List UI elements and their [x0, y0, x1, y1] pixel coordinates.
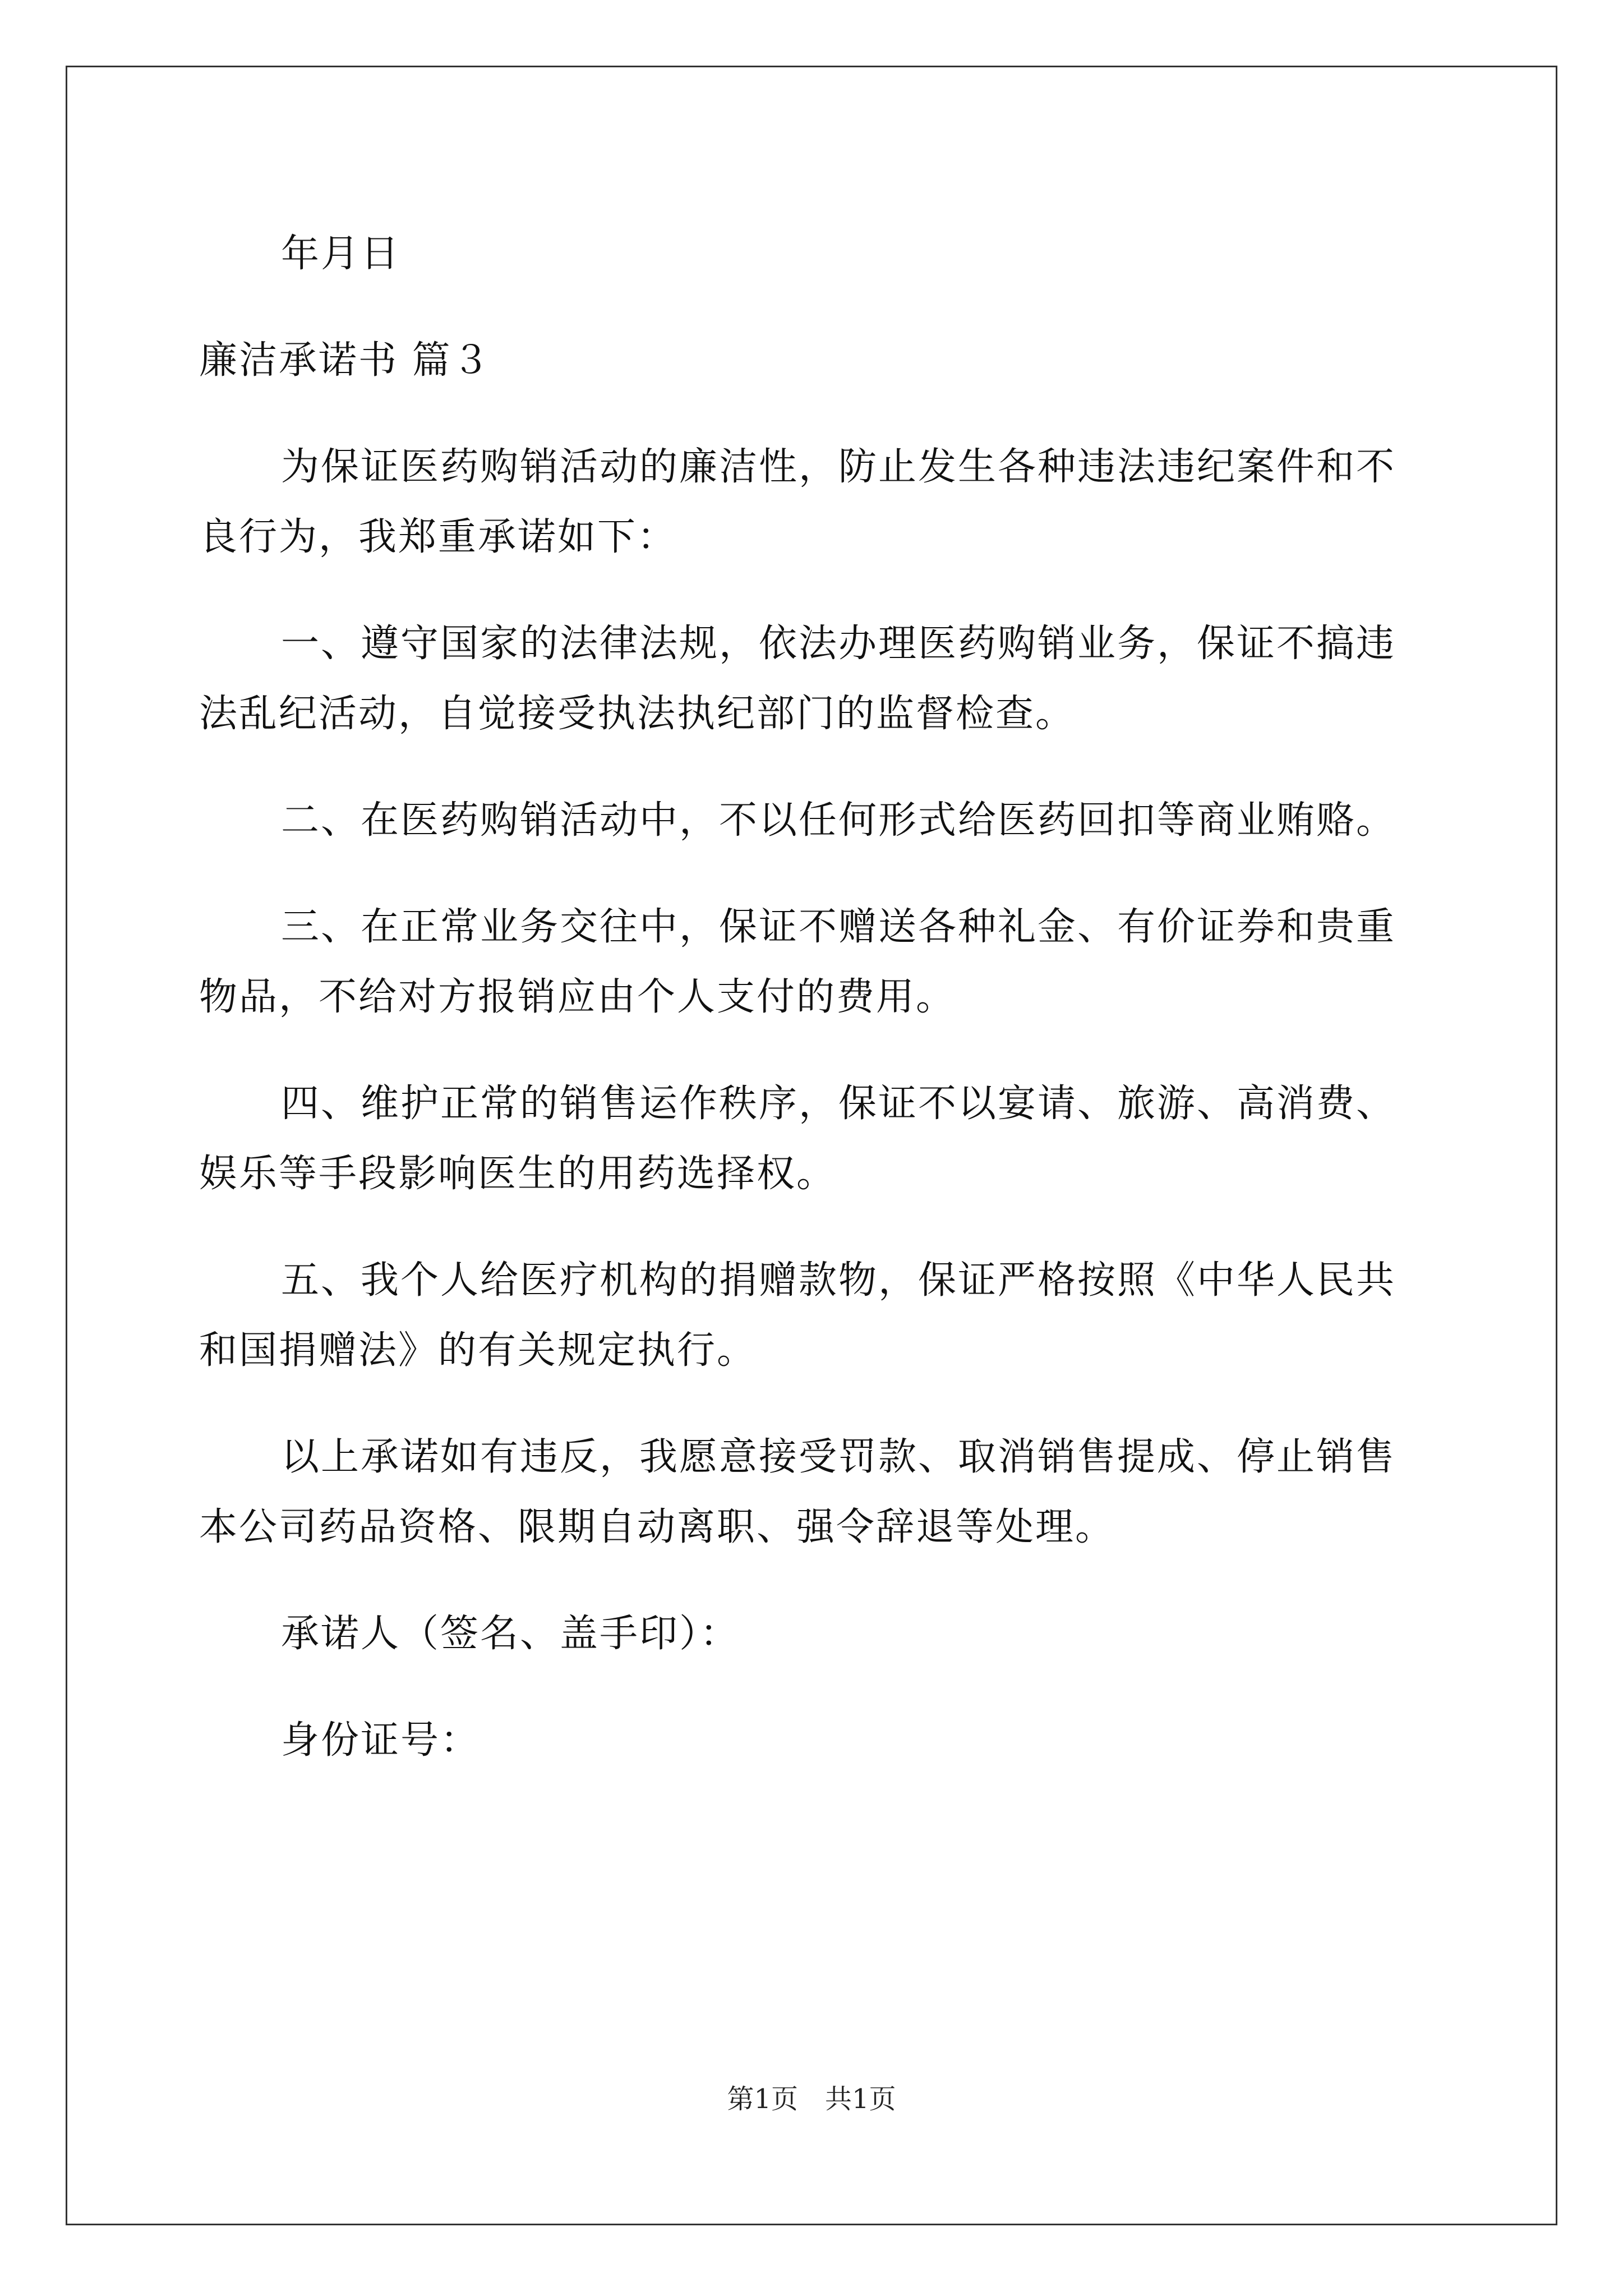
id-number-line — [199, 1705, 1424, 1775]
document-body — [199, 219, 1424, 1812]
paragraph-item-4 — [199, 1069, 1424, 1209]
paragraph-line: 本公司药品资格、限期自动离职、强令辞退等处理。 — [199, 1505, 1115, 1549]
paragraph-line: 法乱纪活动，自觉接受执法执纪部门的监督检查。 — [199, 692, 1076, 736]
paragraph-item-2 — [199, 785, 1424, 855]
page-number: 第1页 共1页 — [727, 2083, 896, 2115]
paragraph-line: 三、在正常业务交往中，保证不赠送各种礼金、有价证券和贵重 — [281, 905, 1396, 949]
paragraph-line: 二、在医药购销活动中，不以任何形式给医药回扣等商业贿赂。 — [281, 798, 1396, 843]
paragraph-item-3 — [199, 892, 1424, 1032]
paragraph-intro — [199, 432, 1424, 572]
date-line: 年月日 — [281, 232, 401, 276]
paragraph-line: 为保证医药购销活动的廉洁性，防止发生各种违法违纪案件和不 — [281, 445, 1396, 489]
paragraph-line: 四、维护正常的销售运作秩序，保证不以宴请、旅游、高消费、 — [281, 1082, 1396, 1126]
paragraph-line: 一、遵守国家的法律法规，依法办理医药购销业务，保证不搞违 — [281, 622, 1396, 666]
paragraph-line: 娱乐等手段影响医生的用药选择权。 — [199, 1152, 837, 1196]
paragraph-line: 良行为，我郑重承诺如下： — [199, 515, 677, 559]
paragraph-line: 承诺人（签名、盖手印）： — [281, 1612, 740, 1656]
paragraph-line: 和国捐赠法》的有关规定执行。 — [199, 1328, 757, 1373]
section-title: 廉洁承诺书 篇３ — [199, 338, 492, 383]
signature-line — [199, 1599, 1424, 1669]
paragraph-line: 物品，不给对方报销应由个人支付的费用。 — [199, 975, 956, 1019]
paragraph-line: 身份证号： — [281, 1718, 481, 1763]
paragraph-line: 以上承诺如有违反，我愿意接受罚款、取消销售提成、停止销售 — [281, 1435, 1396, 1479]
paragraph-item-1 — [199, 609, 1424, 749]
paragraph-line: 五、我个人给医疗机构的捐赠款物，保证严格按照《中华人民共 — [281, 1258, 1396, 1303]
paragraph-violation — [199, 1422, 1424, 1562]
paragraph-item-5 — [199, 1245, 1424, 1386]
